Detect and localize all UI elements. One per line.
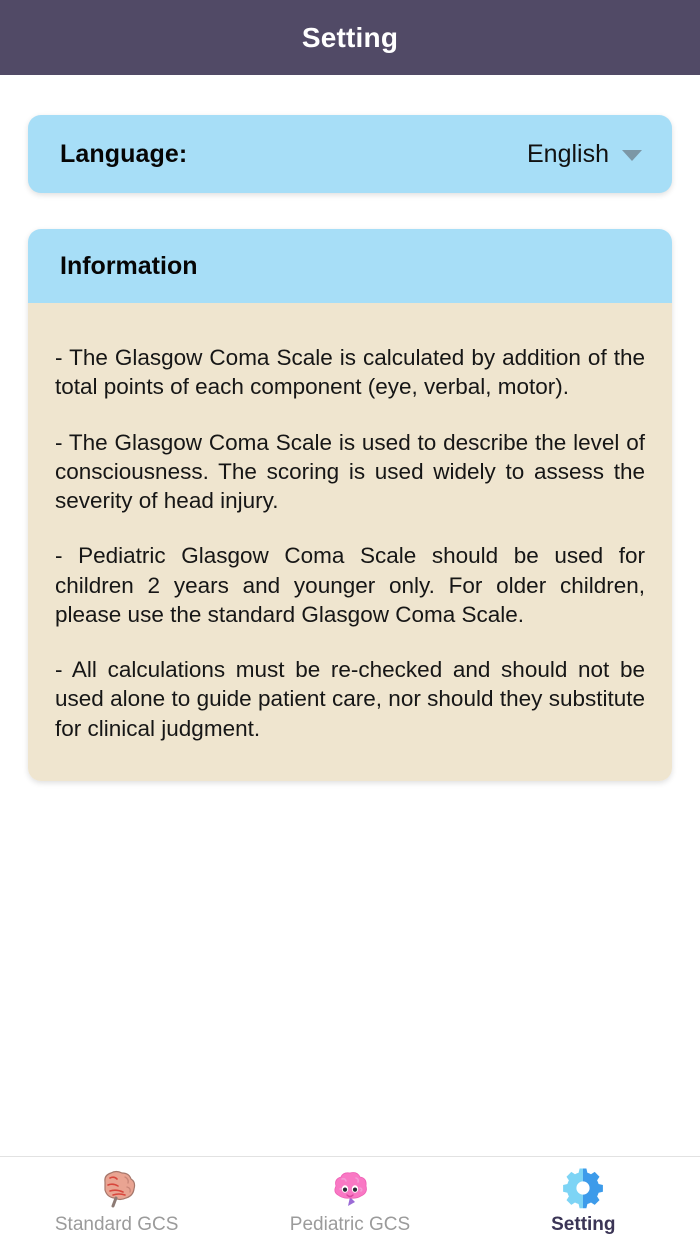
tab-setting[interactable] [467, 1157, 700, 1244]
settings-content [0, 75, 700, 1156]
info-paragraph: - The Glasgow Coma Scale is used to describe the level of consciousness. The scoring is used widely to assess the severity of head injury. [55, 429, 645, 513]
information-card-body [28, 303, 672, 781]
language-setting-row[interactable] [28, 115, 672, 193]
language-selected-value: English [527, 139, 609, 168]
tab-standard-gcs[interactable] [0, 1157, 233, 1244]
information-card-header [28, 229, 672, 303]
info-paragraph: - All calculations must be re-checked and should not be used alone to guide patient care, nor should they substitute for clinical judgment. [55, 657, 645, 741]
info-paragraph: - Pediatric Glasgow Coma Scale should be used for children 2 years and younger only. For older children, please use the standard Glasgow Coma Scale. [55, 543, 645, 627]
pink-brain-icon [327, 1167, 373, 1209]
page-title: Setting [301, 21, 399, 53]
gear-icon [560, 1167, 606, 1209]
language-label: Language: [60, 139, 188, 168]
info-paragraph: - The Glasgow Coma Scale is calculated by addition of the total points of each component (eye, verbal, motor). [55, 345, 645, 400]
tab-label: Pediatric GCS [289, 1214, 411, 1235]
tab-label: Setting [551, 1214, 616, 1235]
information-title: Information [60, 251, 198, 280]
brain-icon [94, 1167, 140, 1209]
information-card [28, 229, 672, 781]
chevron-down-icon [622, 150, 642, 161]
language-dropdown[interactable] [527, 140, 642, 169]
app-header [0, 0, 700, 75]
tab-label: Standard GCS [54, 1214, 179, 1235]
bottom-navigation-bar [0, 1156, 700, 1244]
tab-pediatric-gcs[interactable] [233, 1157, 466, 1244]
